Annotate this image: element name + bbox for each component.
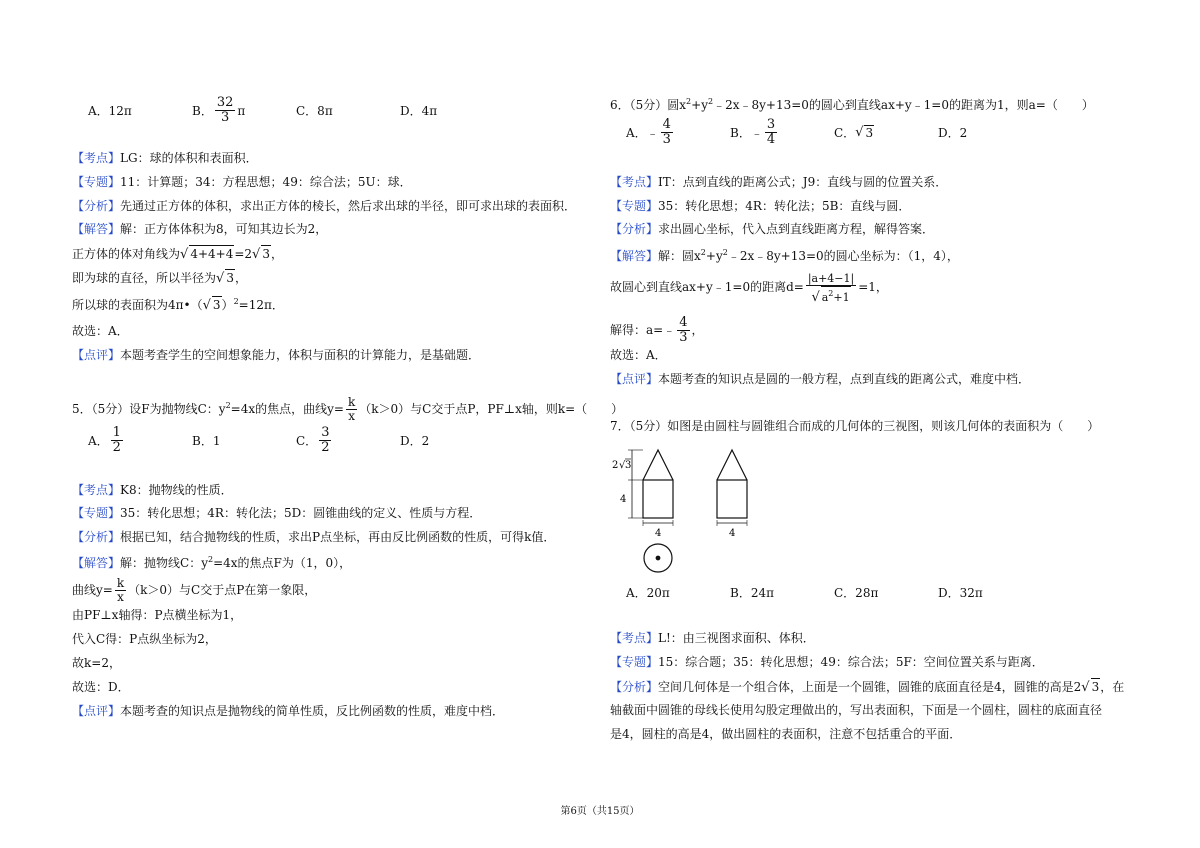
q6-option-b: B．﹣ $\frac{3}{4}$ bbox=[730, 117, 776, 147]
q6-option-c: C． √ 3 bbox=[834, 125, 874, 140]
side-view-cone bbox=[717, 450, 747, 480]
fig-label-cone-height-radicand: 3 bbox=[625, 460, 632, 471]
q5-fenxi: 【分析】根据已知，结合抛物线的性质，求出P点坐标，再由反比例函数的性质，可得k值． bbox=[72, 530, 556, 544]
fraction: $\frac{k}{x}$ bbox=[347, 395, 356, 423]
q4-jieda: 【解答】解：正方体体积为8，可知其边长为2， bbox=[72, 222, 328, 236]
fig-label-cone-height: 2 bbox=[612, 460, 619, 471]
q4-jieda-line3: 即为球的直径，所以半径为√ 3， bbox=[72, 271, 247, 286]
q6-jieda-line3: 解得：a=﹣ $\frac{4}{3}$ ， bbox=[610, 315, 704, 345]
page-footer: 第6页（共15页） bbox=[560, 806, 640, 817]
q5-jieda-line2: 曲线y= $\frac{k}{x}$ （k＞0）与C交于点P在第一象限， bbox=[72, 576, 317, 604]
fig-label-front-width: 4 bbox=[655, 528, 662, 539]
front-view bbox=[628, 450, 673, 526]
q7-zhuanti: 【专题】15：综合题；35：转化思想；49：综合法；5F：空间位置关系与距离． bbox=[610, 655, 1044, 669]
q6-zhuanti: 【专题】35：转化思想；4R：转化法；5B：直线与圆． bbox=[610, 199, 911, 213]
q5-kaodian: 【考点】K8：抛物线的性质． bbox=[72, 483, 233, 497]
top-view-center bbox=[656, 556, 660, 560]
q6-kaodian: 【考点】IT：点到直线的距离公式；J9：直线与圆的位置关系． bbox=[610, 175, 948, 189]
q7-kaodian: 【考点】L!：由三视图求面积、体积． bbox=[610, 631, 815, 645]
q5-answer: 故选：D． bbox=[72, 680, 130, 694]
q7-fenxi-line2: 轴截面中圆锥的母线长使用勾股定理做出的，写出表面积，下面是一个圆柱，圆柱的底面直径 bbox=[610, 703, 1103, 717]
left-column bbox=[72, 0, 624, 848]
q4-options bbox=[88, 96, 504, 125]
q7-option-d: D．32π bbox=[938, 586, 983, 600]
q5-jieda-line3: 由PF⊥x轴得：P点横坐标为1， bbox=[72, 608, 243, 622]
top-view bbox=[644, 544, 672, 572]
q6-answer: 故选：A． bbox=[610, 348, 667, 362]
q6-jieda-line2: 故圆心到直线ax+y﹣1=0的距离d= $\frac{|a+4-1|}{√ a^2+1}$ =1， bbox=[610, 271, 888, 305]
q4-option-b: B． $\frac{32}{3}$ π bbox=[192, 95, 246, 125]
q4-option-d: D．4π bbox=[400, 104, 438, 118]
q4-fenxi: 【分析】先通过正方体的体积，求出正方体的棱长，然后求出球的半径，即可求出球的表面积． bbox=[72, 199, 577, 213]
front-view-cylinder bbox=[643, 480, 673, 518]
q7-options bbox=[626, 584, 1042, 601]
q5-dianping: 【点评】本题考查的知识点是抛物线的简单性质，反比例函数的性质，难度中档． bbox=[72, 704, 505, 718]
q5-jieda: 【解答】解：抛物线C：$y^2=4x$的焦点F为（1，0）， bbox=[72, 555, 352, 570]
q4-kaodian: 【考点】LG：球的体积和表面积． bbox=[72, 151, 258, 165]
q7-fenxi-line3: 是4，圆柱的高是4，做出圆柱的表面积，注意不包括重合的平面． bbox=[610, 727, 962, 741]
q4-answer: 故选：A． bbox=[72, 324, 129, 338]
q7-fenxi: 【分析】空间几何体是一个组合体，上面是一个圆锥，圆锥的底面直径是4，圆锥的高是2√ 3，在 bbox=[610, 680, 1125, 695]
q5-jieda-line4: 代入C得：P点纵坐标为2， bbox=[72, 632, 217, 646]
fig-label-cylinder-height: 4 bbox=[620, 494, 627, 505]
side-view bbox=[717, 450, 747, 526]
side-view-cylinder bbox=[717, 480, 747, 518]
q5-option-a: A． $\frac{1}{2}$ bbox=[88, 425, 121, 455]
q5-jieda-line5: 故k=2， bbox=[72, 656, 121, 670]
q6-options bbox=[626, 118, 1042, 147]
front-view-cone bbox=[643, 450, 673, 480]
q7-option-a: A．20π bbox=[626, 586, 670, 600]
q6-stem: 6．（5分）圆$x^2+y^2﹣2x﹣8y+13=0$的圆心到直线ax+y﹣1=0的距离为1，则a=（ ） bbox=[610, 97, 1094, 112]
q6-jieda: 【解答】解：圆$x^2+y^2﹣2x﹣8y+13=0$的圆心坐标为：（1，4）， bbox=[610, 248, 959, 263]
fig-label-side-width: 4 bbox=[729, 528, 736, 539]
q7-stem: 7．（5分）如图是由圆柱与圆锥组合而成的几何体的三视图，则该几何体的表面积为（ ） bbox=[610, 419, 1100, 433]
q5-options bbox=[88, 426, 504, 455]
q6-option-a: A．﹣ $\frac{4}{3}$ bbox=[626, 117, 671, 147]
q4-option-a: A．12π bbox=[88, 104, 132, 118]
q7-option-c: C．28π bbox=[834, 586, 879, 600]
three-view-figure bbox=[610, 444, 850, 574]
q4-dianping: 【点评】本题考查学生的空间想象能力，体积与面积的计算能力，是基础题． bbox=[72, 348, 481, 362]
q5-option-b: B．1 bbox=[192, 434, 221, 448]
q4-option-c: C．8π bbox=[296, 104, 333, 118]
q5-zhuanti: 【专题】35：转化思想；4R：转化法；5D：圆锥曲线的定义、性质与方程． bbox=[72, 506, 482, 520]
q7-option-b: B．24π bbox=[730, 586, 774, 600]
fraction: $\frac{32}{3}$ bbox=[216, 95, 234, 125]
svg-text:√: √ bbox=[619, 460, 626, 471]
q4-jieda-line2: 正方体的体对角线为√ 4+4+4=2√ 3， bbox=[72, 247, 283, 262]
q4-zhuanti: 【专题】11：计算题；34：方程思想；49：综合法；5U：球． bbox=[72, 175, 412, 189]
q4-jieda-line4: 所以球的表面积为4π•（√ 3）$^2$=12π． bbox=[72, 297, 284, 313]
q6-fenxi: 【分析】求出圆心坐标，代入点到直线距离方程，解得答案． bbox=[610, 222, 935, 236]
q6-option-d: D．2 bbox=[938, 126, 968, 140]
q5-stem: 5．（5分）设F为抛物线C：$y^2=4x$的焦点，曲线y= $\frac{k}{x}$ （k＞0）与C交于点P，PF⊥x轴，则k=（ ） bbox=[72, 395, 624, 423]
q6-dianping: 【点评】本题考查的知识点是圆的一般方程，点到直线的距离公式，难度中档． bbox=[610, 372, 1031, 386]
q5-option-c: C． $\frac{3}{2}$ bbox=[296, 425, 330, 455]
right-column bbox=[610, 0, 1150, 848]
q5-option-d: D．2 bbox=[400, 434, 430, 448]
